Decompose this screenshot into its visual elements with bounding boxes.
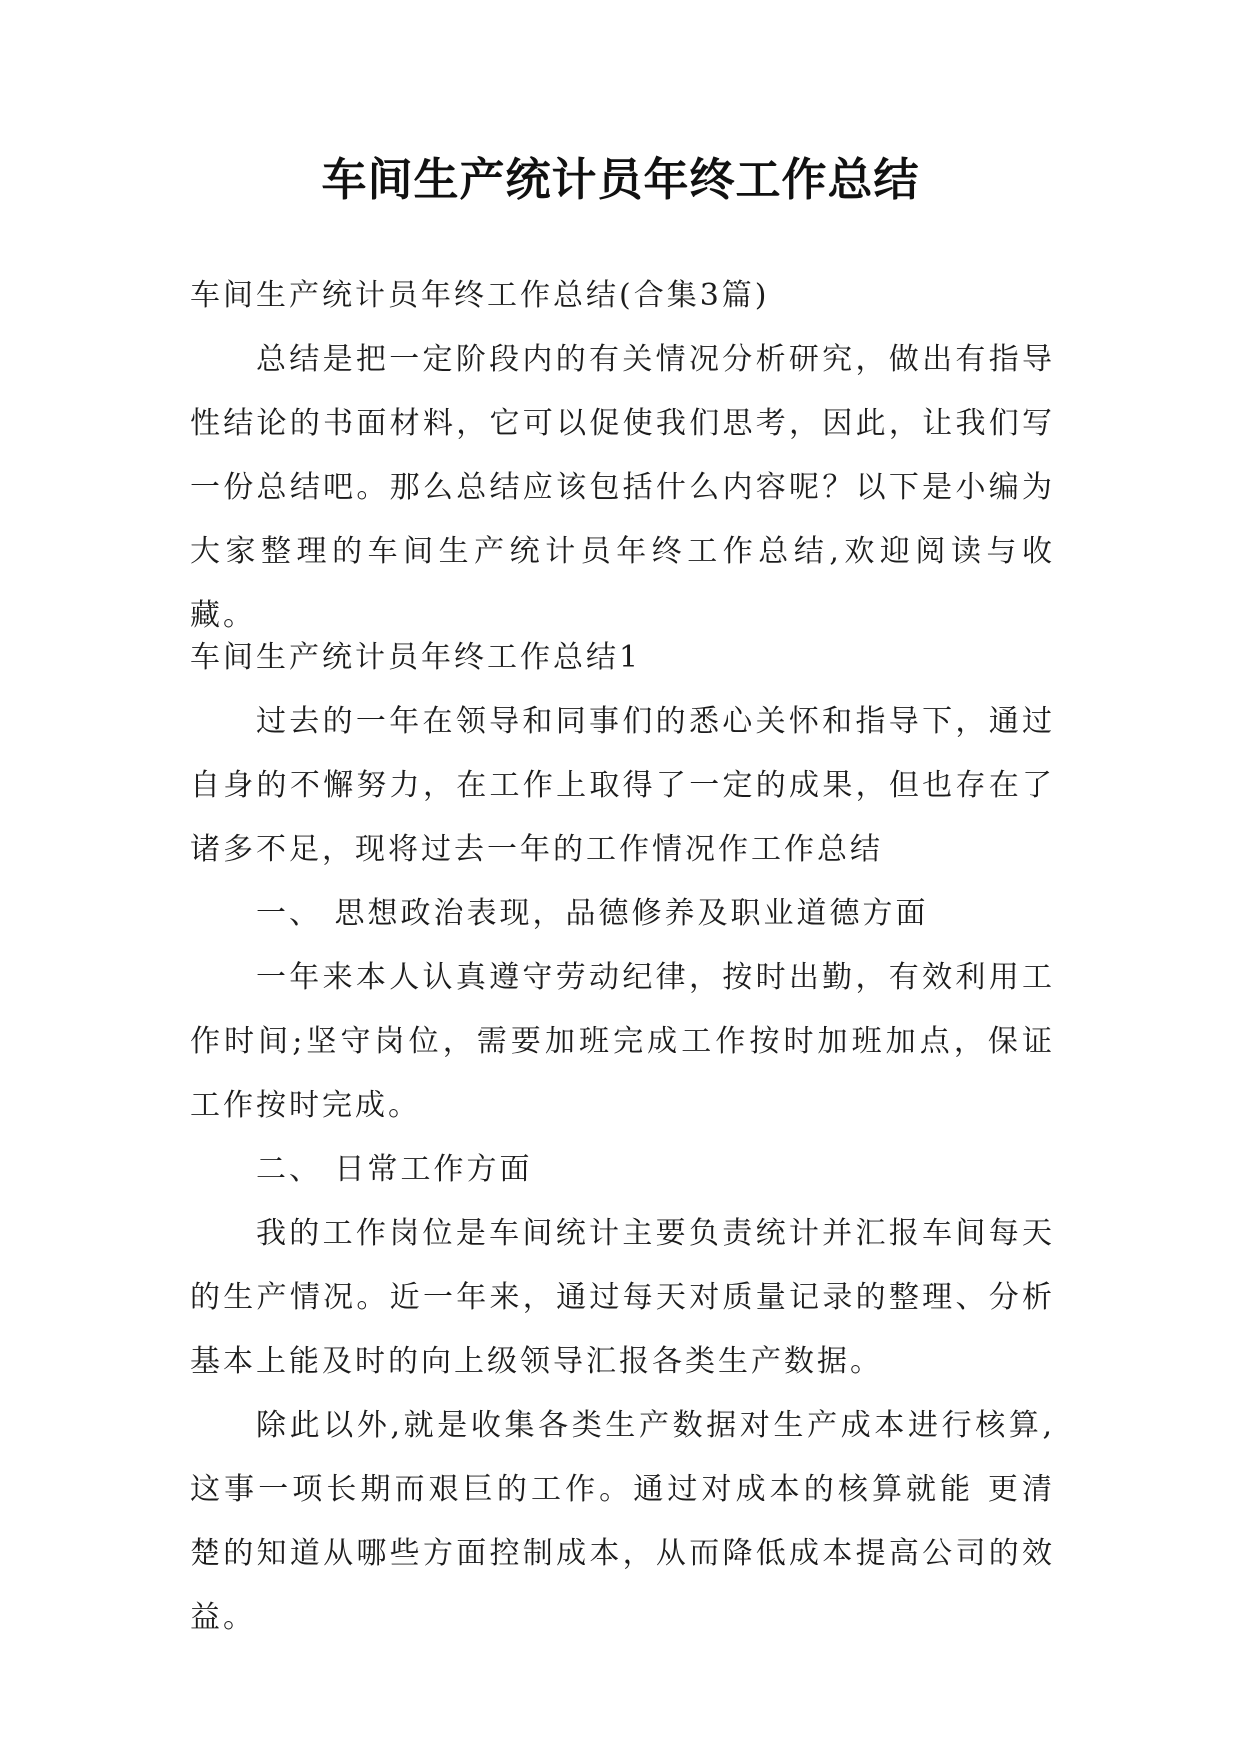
document-title: 车间生产统计员年终工作总结 [321,153,920,206]
item1-paragraph: 一年来本人认真遵守劳动纪律，按时出勤，有效利用工作时间;坚守岗位，需要加班完成工作按时加班加点，保证工作按时完成。 [190,960,1055,1123]
item-heading-1: 一、 思想政治表现，品德修养及职业道德方面 [256,896,929,931]
section1-paragraph: 过去的一年在领导和同事们的悉心关怀和指导下，通过自身的不懈努力，在工作上取得了一定的成果，但也存在了诸多不足，现将过去一年的工作情况作工作总结 [190,704,1055,867]
item-heading-2: 二、 日常工作方面 [256,1152,533,1187]
item2-paragraph-2: 除此以外,就是收集各类生产数据对生产成本进行核算,这事一项长期而艰巨的工作。通过对成本的核算就能 更清楚的知道从哪些方面控制成本，从而降低成本提高公司的效益。 [190,1408,1055,1635]
document-subtitle: 车间生产统计员年终工作总结(合集3篇) [190,278,770,313]
section-heading-1: 车间生产统计员年终工作总结1 [190,640,642,675]
item2-paragraph: 我的工作岗位是车间统计主要负责统计并汇报车间每天的生产情况。近一年来，通过每天对质量记录的整理、分析基本上能及时的向上级领导汇报各类生产数据。 [190,1216,1055,1379]
intro-paragraph: 总结是把一定阶段内的有关情况分析研究，做出有指导性结论的书面材料，它可以促使我们思考，因此，让我们写一份总结吧。那么总结应该包括什么内容呢？以下是小编为大家整理的车间生产统计员年终工作总结,欢迎阅读与收藏。 [190,342,1055,633]
